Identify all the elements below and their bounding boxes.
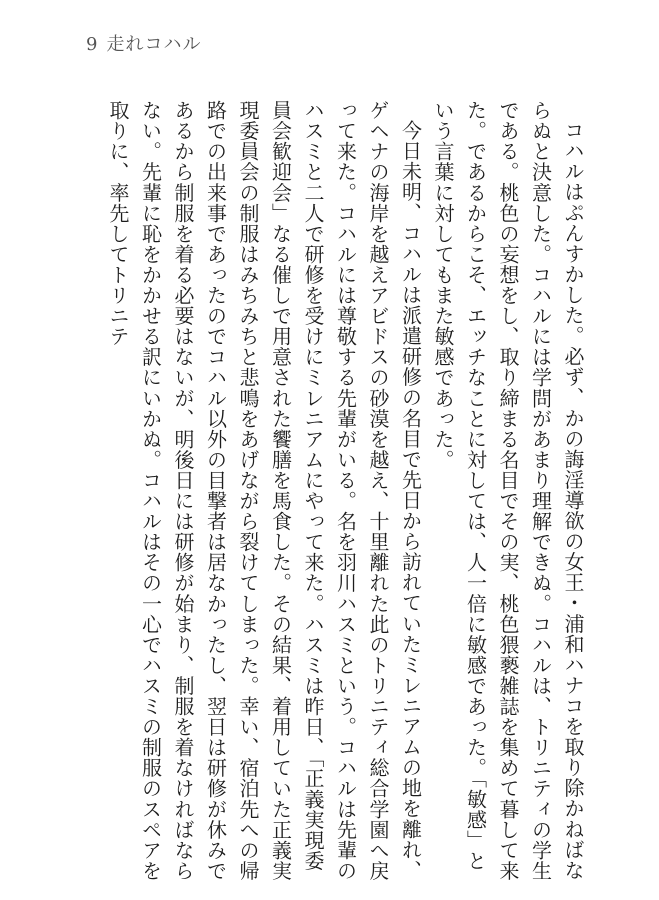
chapter-title: 走れコハル	[106, 34, 202, 55]
paragraph: コハルはぷんすかした。必ず、かの誨淫導欲の女王・浦和ハナコを取り除かねばならぬと決意した。コハルには学問があまり理解できぬ。コハルは、トリニティの学生である。桃色の妄想をし、取り締まる名目でその実、桃色猥褻雑誌を集めて暮して来た。であるからこそ、エッチなことに対しては、人一倍に敏感であった。「敏感」という言葉に対してもまた敏感であった。	[431, 100, 585, 881]
running-head	[86, 30, 201, 56]
body-text	[102, 100, 590, 890]
paragraph: 今日未明、コハルは派遣研修の名目で先日から訪れていたミレニアムの地を離れ、ゲヘナの海岸を越えアビドスの砂漠を越え、十里離れた此のトリニティ総合学園へ戻って来た。コハルには尊敬する先輩がいる。名を羽川ハスミという。コハルは先輩のハスミと二人で研修を受けにミレニアムにやって来た。ハスミは昨日、「正義実現委員会歓迎会」なる催しで用意された饗膳を馬食した。その結果、着用していた正義実現委員会の制服はみちみちと悲鳴をあげながら裂けてしまった。幸い、宿泊先への帰路での出来事であったのでコハル以外の目撃者は居なかったし、翌日は研修が休みであるから制服を着る必要はないが、明後日には研修が始まり、制服を着なければならない。先輩に恥をかかせる訳にいかぬ。コハルはその一心でハスミの制服のスペアを取りに、率先してトリニテ	[106, 100, 423, 881]
chapter-number: 9	[86, 34, 99, 55]
